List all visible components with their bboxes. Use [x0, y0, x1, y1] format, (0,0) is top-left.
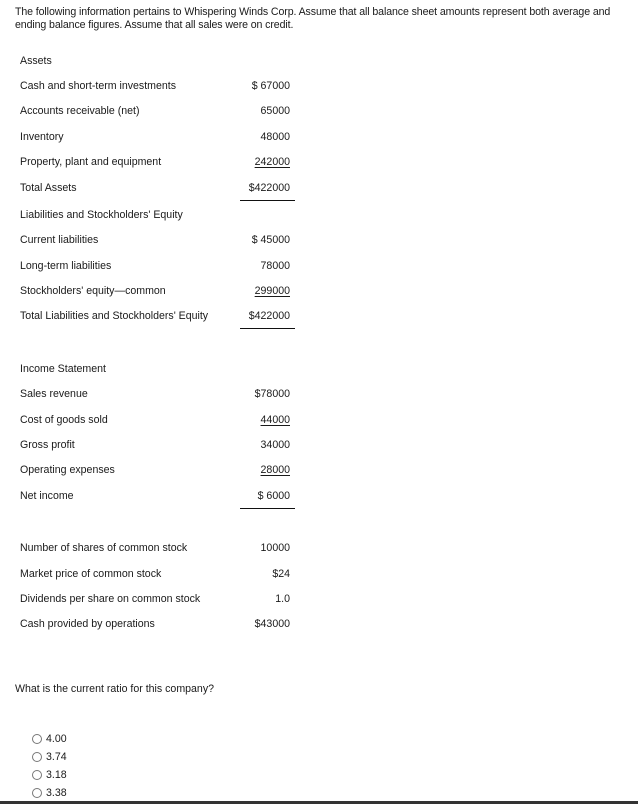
assets-heading: Assets [20, 55, 52, 67]
total-assets-value: $422000 [248, 182, 290, 194]
option-3-label: 3.18 [46, 769, 67, 781]
total-liab-equity-label: Total Liabilities and Stockholders' Equity [20, 310, 209, 322]
option-1-label: 4.00 [46, 733, 67, 745]
option-4-radio[interactable] [32, 788, 42, 798]
cash-row [20, 79, 300, 93]
inventory-row [20, 130, 300, 144]
receivables-label: Accounts receivable (net) [20, 105, 140, 117]
net-income-label: Net income [20, 490, 74, 502]
ppe-value: 242000 [254, 156, 290, 168]
cogs-row [20, 413, 300, 427]
market-price-label: Market price of common stock [20, 568, 162, 580]
receivables-row [20, 104, 300, 118]
cash-value: $ 67000 [251, 80, 290, 92]
cash-ops-row [20, 617, 300, 631]
dividends-label: Dividends per share on common stock [20, 593, 201, 605]
question-text: What is the current ratio for this company? [15, 683, 215, 695]
total-liab-equity-row [20, 309, 300, 323]
option-4-label: 3.38 [46, 787, 67, 799]
gross-profit-value: 34000 [260, 439, 290, 451]
liab-heading: Liabilities and Stockholders' Equity [20, 209, 183, 221]
market-price-row [20, 567, 300, 581]
option-3[interactable] [32, 768, 67, 782]
option-1-radio[interactable] [32, 734, 42, 744]
sales-label: Sales revenue [20, 388, 88, 400]
option-2[interactable] [32, 750, 67, 764]
assets-heading-row [20, 54, 300, 68]
market-price-value: $24 [272, 568, 290, 580]
gross-profit-row [20, 438, 300, 452]
opex-value: 28000 [260, 464, 290, 476]
longterm-liab-row [20, 259, 300, 273]
total-assets-rule [240, 200, 295, 201]
cash-ops-label: Cash provided by operations [20, 618, 155, 630]
longterm-liab-value: 78000 [260, 260, 290, 272]
shares-row [20, 541, 300, 555]
equity-label: Stockholders' equity—common [20, 285, 166, 297]
sales-row [20, 387, 300, 401]
total-liab-equity-rule [240, 328, 295, 329]
equity-value: 299000 [254, 285, 290, 297]
total-assets-label: Total Assets [20, 182, 77, 194]
total-assets-row [20, 181, 300, 195]
net-income-rule [240, 508, 295, 509]
net-income-value: $ 6000 [257, 490, 290, 502]
current-liab-value: $ 45000 [251, 234, 290, 246]
inventory-value: 48000 [260, 131, 290, 143]
current-liab-label: Current liabilities [20, 234, 99, 246]
intro-text: The following information pertains to Whispering Winds Corp. Assume that all balance sheet amounts represent both average and ending balance figures. Assume that all sales were on credit. [15, 6, 611, 31]
cash-label: Cash and short-term investments [20, 80, 177, 92]
cash-ops-value: $43000 [254, 618, 290, 630]
option-4[interactable] [32, 786, 67, 800]
opex-row [20, 463, 300, 477]
gross-profit-label: Gross profit [20, 439, 75, 451]
equity-row [20, 284, 300, 298]
income-heading-row [20, 362, 300, 376]
dividends-row [20, 592, 300, 606]
net-income-row [20, 489, 300, 503]
longterm-liab-label: Long-term liabilities [20, 260, 112, 272]
shares-label: Number of shares of common stock [20, 542, 188, 554]
option-3-radio[interactable] [32, 770, 42, 780]
cogs-value: 44000 [260, 414, 290, 426]
ppe-row [20, 155, 300, 169]
current-liab-row [20, 233, 300, 247]
income-heading: Income Statement [20, 363, 106, 375]
sales-value: $78000 [254, 388, 290, 400]
receivables-value: 65000 [260, 105, 290, 117]
liab-heading-row [20, 208, 300, 222]
ppe-label: Property, plant and equipment [20, 156, 162, 168]
inventory-label: Inventory [20, 131, 64, 143]
shares-value: 10000 [260, 542, 290, 554]
cogs-label: Cost of goods sold [20, 414, 108, 426]
opex-label: Operating expenses [20, 464, 115, 476]
dividends-value: 1.0 [275, 593, 290, 605]
option-1[interactable] [32, 732, 67, 746]
total-liab-equity-value: $422000 [248, 310, 290, 322]
option-2-radio[interactable] [32, 752, 42, 762]
option-2-label: 3.74 [46, 751, 67, 763]
